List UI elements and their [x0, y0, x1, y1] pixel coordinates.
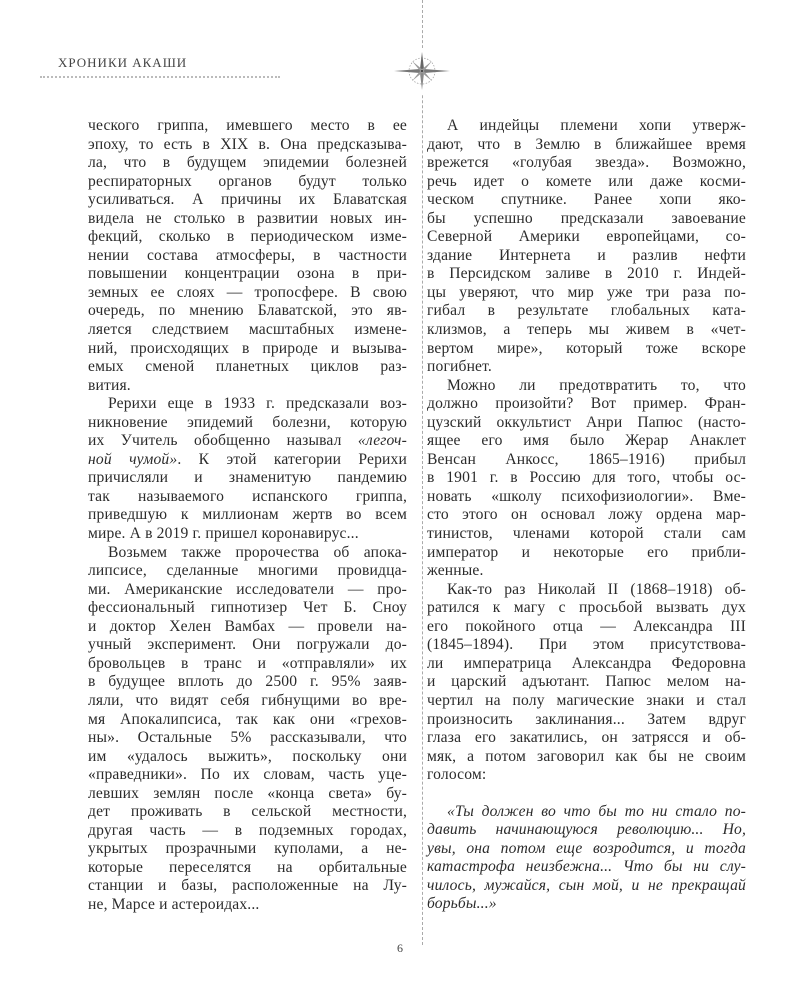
text-line: борьбы...»: [427, 895, 497, 913]
text-line: фекций, сколько в периодическом изме-: [88, 228, 407, 246]
text-line: [88, 451, 407, 470]
text-line: его покойного отца — Александра III: [427, 617, 746, 635]
text-line: эпоху, то есть в XIX в. Она предсказыва-: [88, 135, 407, 153]
text-line: приведшую к миллионам жертв во всем: [88, 506, 407, 524]
text-line: гибал в результате глобальных ката-: [427, 302, 746, 320]
text-line: учный эксперимент. Они погружали до-: [88, 636, 407, 654]
text-line: вития.: [88, 376, 131, 394]
text-line: липсисе, сделанные многими провидца-: [88, 562, 407, 580]
text-line: которые переселятся на орбитальные: [88, 858, 407, 876]
paragraph: [88, 544, 407, 915]
text-line: клизмов, а теперь мы живем в «чет-: [427, 321, 746, 339]
page-number: 6: [397, 941, 403, 955]
text-line: бровольцев в транс и «отправляли» их: [88, 654, 407, 672]
text-line: Северной Америки европейцами, со-: [427, 228, 746, 246]
text-line: ми. Американские исследователи — про-: [88, 580, 407, 598]
text-line: увы, она потом еще возродится, и тогда: [427, 839, 746, 857]
text-line: произносить заклинания... Затем вдруг: [427, 710, 746, 728]
text-line: Рерихи еще в 1933 г. предсказали воз-: [108, 395, 407, 413]
paragraph: [88, 395, 407, 543]
text-line: цузский оккультист Анри Папюс (насто-: [427, 413, 746, 431]
text-line: ляли, что видят себя гибнущими во вре-: [88, 691, 407, 709]
text-line: [88, 432, 407, 451]
text-line: речь идет о комете или даже косми-: [427, 172, 746, 190]
text-line: усиливаться. А причины их Блаватская: [88, 191, 407, 209]
text-segment: . К этой категории Рерихи: [177, 450, 407, 468]
text-line: голосом:: [427, 766, 487, 784]
compass-rose-icon: [392, 48, 452, 94]
text-line: врежется «голубая звезда». Возможно,: [427, 154, 746, 172]
text-line: (1845–1894). При этом присутствова-: [427, 636, 746, 654]
text-line: левших землян после «конца света» бу-: [88, 784, 407, 802]
text-line: тинистов, членами которой стали сам: [427, 525, 746, 543]
text-line: так называемого испанского гриппа,: [88, 487, 407, 505]
text-line: погибнет.: [427, 358, 492, 376]
text-line: не, Марсе и астероидах...: [88, 895, 260, 913]
text-line: Возьмем также пророчества об апока-: [108, 543, 407, 561]
text-line: бы успешно предсказали завоевание: [427, 209, 746, 227]
text-line: чертил на полу магические знаки и стал: [427, 691, 746, 709]
text-line: им «удалось выжить», поскольку они: [88, 747, 407, 765]
paragraph: [427, 581, 746, 785]
text-line: «праведники». По их словам, часть уце-: [88, 766, 407, 784]
text-line: видела не столько в развитии новых ин-: [88, 209, 407, 227]
text-line: ны». Остальные 5% рассказывали, что: [88, 729, 407, 747]
paragraph: [427, 377, 746, 581]
text-line: женные.: [427, 562, 484, 580]
running-header-title: ХРОНИКИ АКАШИ: [58, 55, 188, 70]
text-line: должно произойти? Вот пример. Фран-: [427, 395, 746, 413]
text-line: глаза его закатились, он затрясся и об-: [427, 729, 746, 747]
text-line: и доктор Хелен Вамбах — провели на-: [88, 617, 407, 635]
text-line: мяк, а потом заговорил как бы не своим: [427, 747, 746, 765]
column-divider: [422, 0, 423, 945]
text-line: Венсан Анкосс, 1865–1916) прибыл: [427, 450, 746, 468]
text-line: цы уверяют, что мир уже три раза по-: [427, 283, 746, 301]
paragraph: [427, 117, 746, 377]
text-line: ли императрица Александра Федоровна: [427, 654, 746, 672]
text-line: ческом спутнике. Ранее хопи яко-: [427, 191, 746, 209]
text-line: респираторных органов будут только: [88, 172, 407, 190]
text-line: нении состава атмосферы, в частности: [88, 246, 407, 264]
text-line: очередь, по мнению Блаватской, это яв-: [88, 302, 407, 320]
text-segment: их Учитель обобщенно называл: [88, 432, 358, 450]
italic-text: ной чумой»: [88, 450, 178, 468]
text-line: повышении концентрации озона в при-: [88, 265, 407, 283]
paragraph: [88, 117, 407, 395]
text-line: фессиональный гипнотизер Чет Б. Сноу: [88, 599, 407, 617]
text-line: ческого гриппа, имевшего место в ее: [88, 117, 407, 134]
text-line: дают, что в Землю в ближайшее время: [427, 135, 746, 153]
text-line: «Ты должен во что бы то ни стало по-: [447, 802, 746, 820]
text-line: вертом мире», который тоже вскоре: [427, 339, 746, 357]
text-line: А индейцы племени хопи утверж-: [447, 117, 746, 134]
text-line: в будущее вплоть до 2500 г. 95% заяв-: [88, 673, 407, 691]
text-line: ла, что в будущем эпидемии болезней: [88, 154, 407, 172]
text-line: катастрофа неизбежна... Что бы ни слу-: [427, 858, 746, 876]
text-line: здание Интернета и разлив нефти: [427, 246, 746, 264]
text-line: новать «школу психофизиологии». Вме-: [427, 487, 746, 505]
italic-text: «легоч-: [357, 432, 407, 450]
text-line: другая часть — в подземных городах,: [88, 821, 407, 839]
text-line: укрытых прозрачными куполами, а не-: [88, 840, 407, 858]
text-line: ратился к магу с просьбой вызвать дух: [427, 599, 746, 617]
text-line: в 1901 г. в Россию для того, чтобы ос-: [427, 469, 746, 487]
left-text-column: [88, 117, 407, 915]
text-line: земных ее слоях — тропосфере. В свою: [88, 283, 407, 301]
text-line: и царский адъютант. Папюс мелом на-: [427, 673, 746, 691]
text-line: Можно ли предотвратить то, что: [447, 376, 746, 394]
text-line: в Персидском заливе в 2010 г. Индей-: [427, 265, 746, 283]
text-line: Как-то раз Николай II (1868–1918) об-: [447, 580, 746, 598]
text-line: станции и базы, расположенные на Лу-: [88, 877, 407, 895]
text-line: давить начинающуюся революцию... Но,: [427, 821, 746, 839]
text-line: дет проживать в сельской местности,: [88, 803, 407, 821]
text-line: мире. А в 2019 г. пришел коронавирус...: [88, 525, 359, 543]
header-dotted-rule: [40, 76, 280, 78]
text-line: причисляли и знаменитую пандемию: [88, 469, 407, 487]
quotation-paragraph: [427, 803, 746, 914]
text-line: никновение эпидемий болезни, которую: [88, 413, 407, 431]
text-line: император и некоторые его прибли-: [427, 543, 746, 561]
text-line: ляется следствием масштабных измене-: [88, 321, 407, 339]
text-line: емых сменой планетных циклов раз-: [88, 358, 407, 376]
text-line: ний, происходящих в природе и вызыва-: [88, 339, 407, 357]
text-line: ящее его имя было Жерар Анаклет: [427, 432, 746, 450]
text-line: сто этого он основал ложу ордена мар-: [427, 506, 746, 524]
right-text-column: [427, 117, 746, 914]
text-line: мя Апокалипсиса, так как они «грехов-: [88, 710, 407, 728]
text-line: чилось, мужайся, сын мой, и не прекращай: [427, 876, 746, 894]
